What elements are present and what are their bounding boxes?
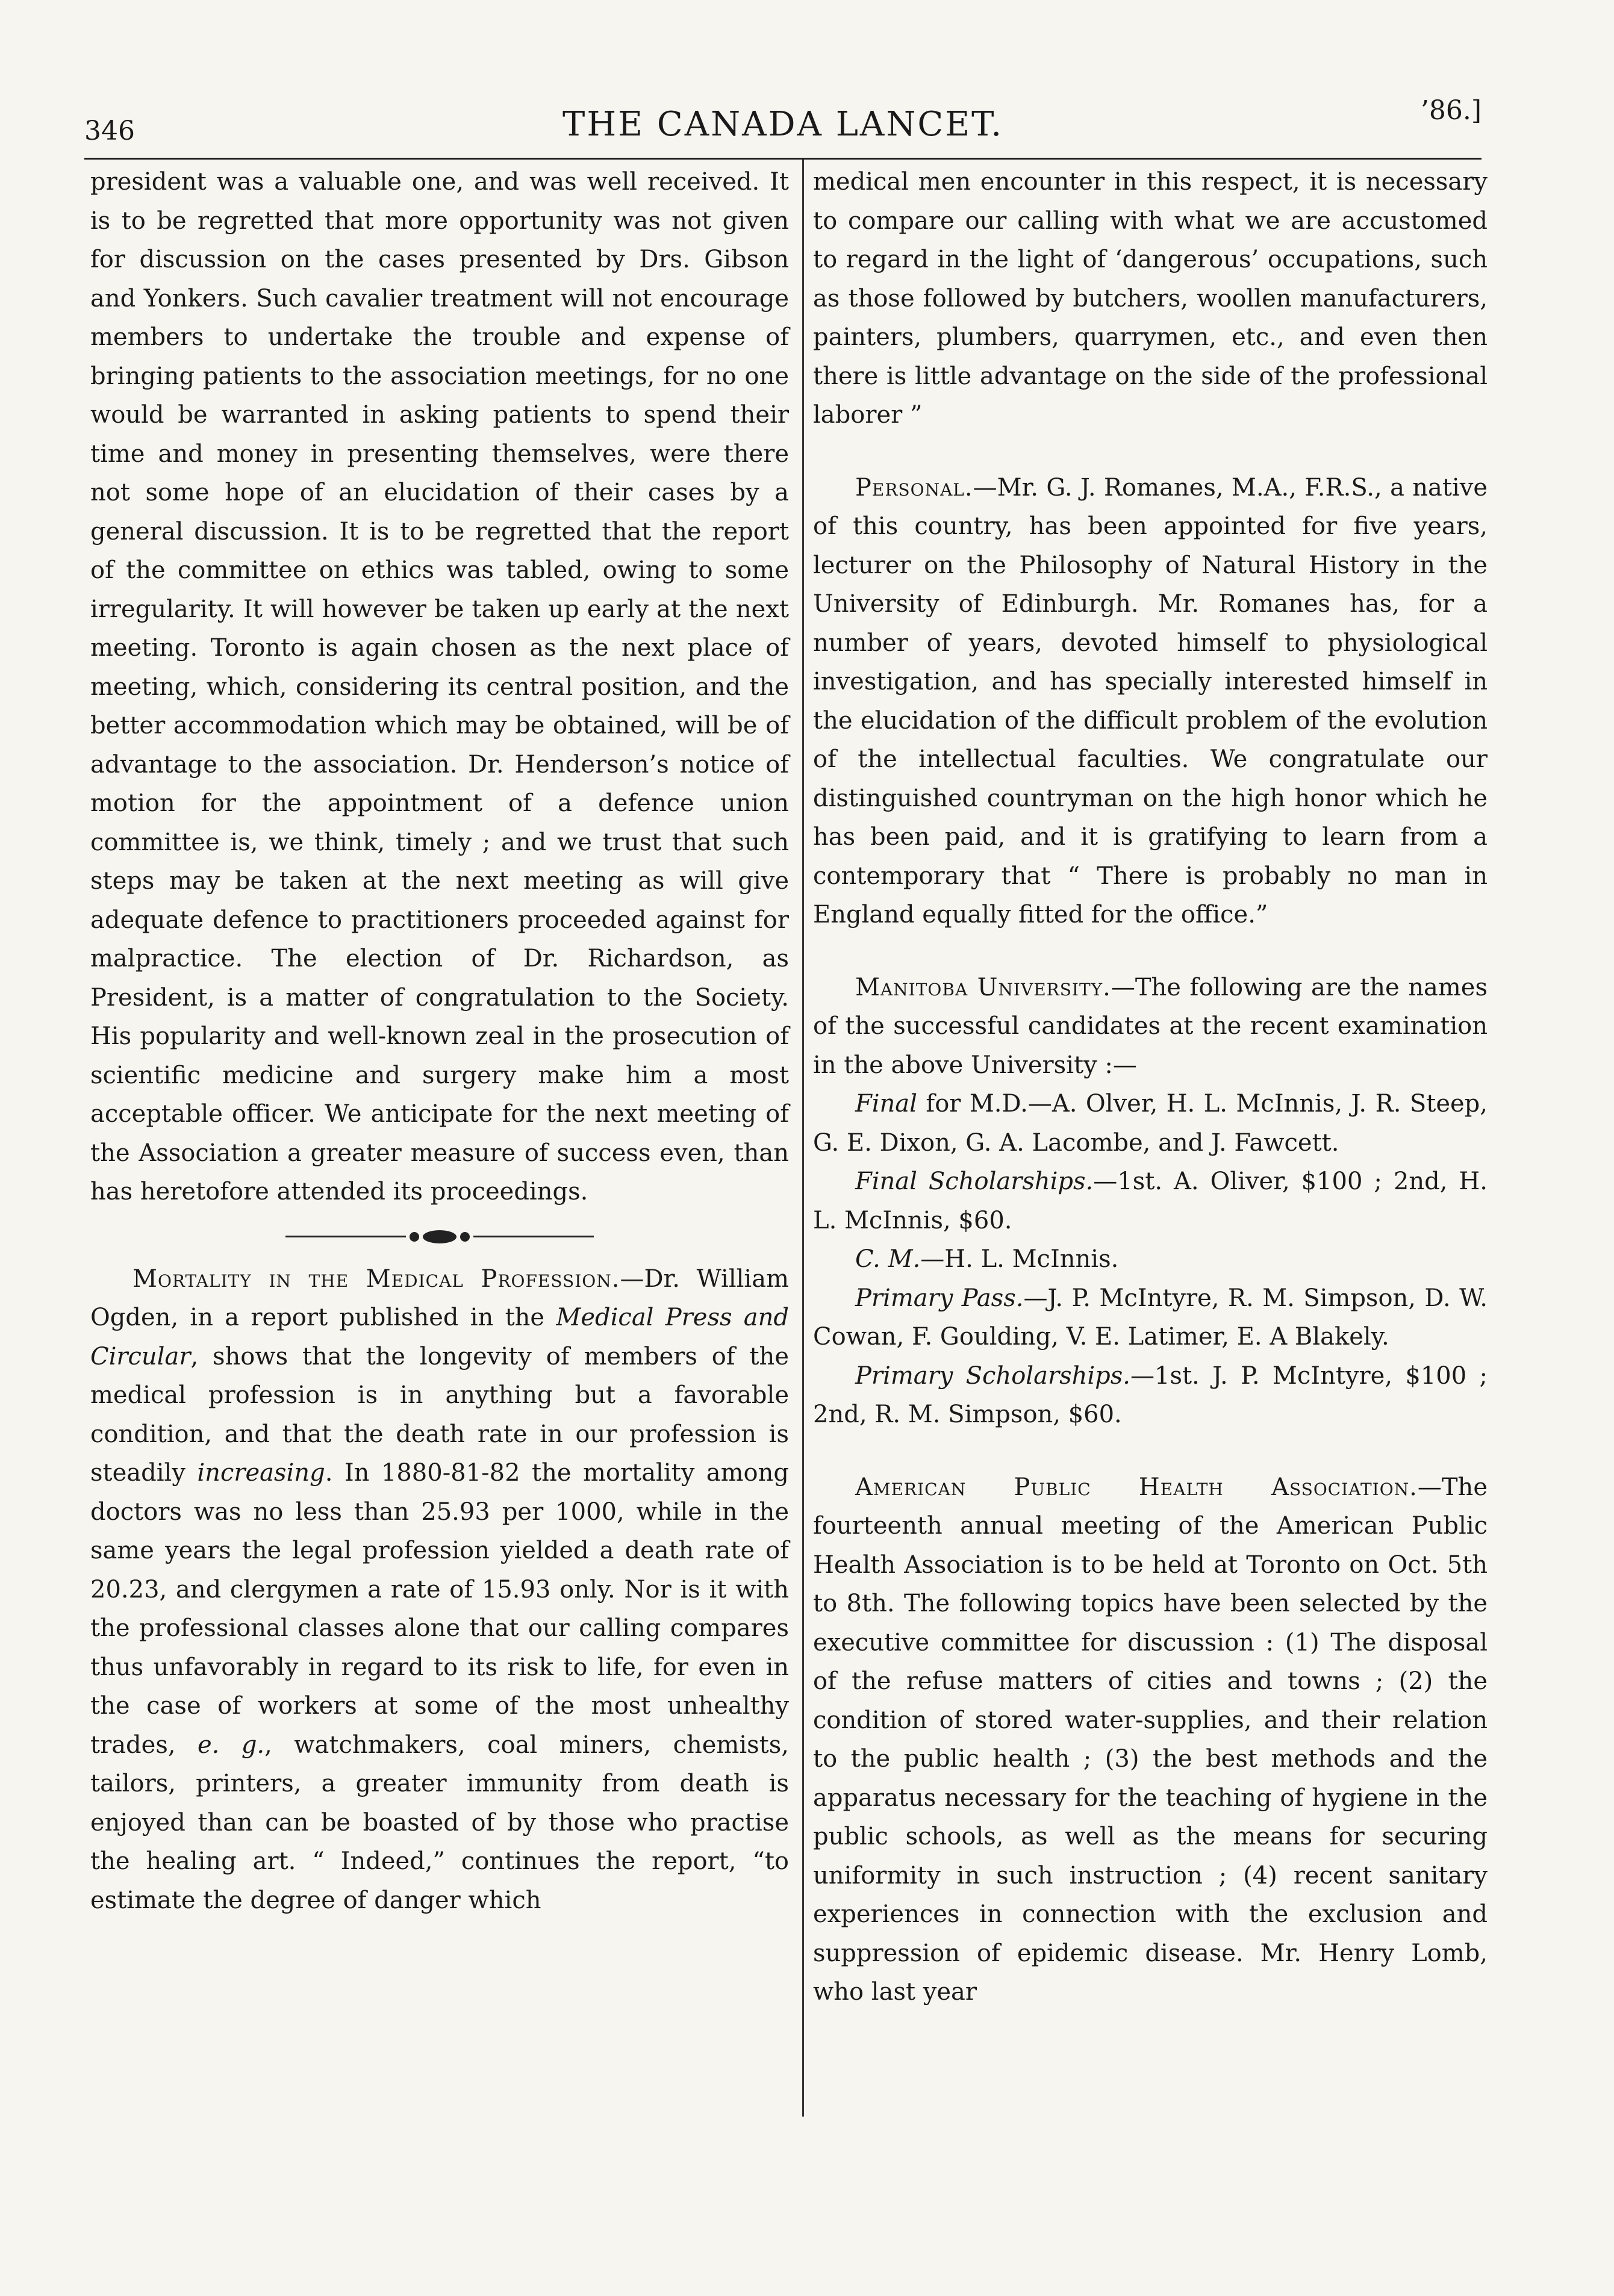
- right-column: [813, 163, 1488, 2012]
- left-column: [90, 163, 789, 1920]
- cm-list: C. M.—H. L. McInnis.: [855, 1245, 1119, 1273]
- aph-heading: American Public Health Association.: [855, 1473, 1418, 1501]
- page-header: [84, 90, 1482, 157]
- mortality-article: Mortality in the Medical Profession.—Dr. William Ogden, in a report published in the Medical Press and Circular, shows that the longevity of members of the medical profession is in anything but a favorable condition, and that the death rate in our profession is steadily increasing. In 1880-81-82 the mortality among doctors was no less than 25.93 per 1000, while in the same years the legal profession yielded a death rate of 20.23, and clergymen a rate of 15.93 only. Nor is it with the professional classes alone that our calling compares thus unfavorably in regard to its risk to life, for even in the case of workers at some of the most unhealthy trades, e. g., watchmakers, coal miners, chemists, tailors, printers, a greater immunity from death is enjoyed than can be boasted of by those who practise the healing art. “ Indeed,” continues the report, “to estimate the degree of danger which: [90, 1265, 790, 1914]
- running-title: THE CANADA LANCET.: [562, 105, 1003, 144]
- header-rule: [84, 158, 1482, 160]
- aph-article: American Public Health Association.—The fourteenth annual meeting of the American Public Health Association is to be held at Toronto on Oct. 5th to 8th. The following topics have been selected by the executive committee for discussion : (1) The disposal of the refuse matters of cities and towns ; (2) the condition of stored water-supplies, and their relation to the public health ; (3) the best methods and the apparatus necessary for the teaching of hygiene in the public schools, as well as the means for securing uniformity in such instruction ; (4) recent sanitary experiences in connection with the exclusion and suppression of epidemic disease. Mr. Henry Lomb, who last year: [813, 1473, 1488, 2006]
- journal-title: Medical Press and Circular: [90, 1304, 789, 1370]
- mortality-heading: Mortality in the Medical Profession.: [132, 1265, 620, 1293]
- column-divider: [802, 160, 804, 2117]
- personal-article: Personal.—Mr. G. J. Romanes, M.A., F.R.S., a native of this country, has been appointed for five years, lecturer on the Philosophy of Natural History in the University of Edinburgh. Mr. Romanes has, for a number of years, devoted himself to physiological investigation, and has specially interested himself in the elucidation of the difficult problem of the evolution of the intellectual faculties. We congratulate our distinguished countryman on the high honor which he has been paid, and it is gratifying to learn from a contemporary that “ There is probably no man in England equally fitted for the office.”: [813, 473, 1488, 929]
- manitoba-heading: Manitoba University.: [855, 973, 1111, 1001]
- final-md-list: Final for M.D.—A. Olver, H. L. McInnis, J. R. Steep, G. E. Dixon, G. A. Lacombe, and J. Fawcett.: [813, 1090, 1488, 1157]
- primary-scholarships: Primary Scholarships.—1st. J. P. McIntyre, $100 ; 2nd, R. M. Simpson, $60.: [813, 1361, 1488, 1428]
- volume-year: ’86.]: [1420, 95, 1482, 126]
- section-ornament: [90, 1219, 789, 1255]
- editorial-paragraph: president was a valuable one, and was well received. It is to be regretted that more opportunity was not given for discussion on the cases presented by Drs. Gibson and Yonkers. Such cavalier treatment will not encourage members to undertake the trouble and expense of bringing patients to the association meetings, for no one would be warranted in asking patients to spend their time and money in presenting themselves, were there not some hope of an elucidation of their cases by a general discussion. It is to be regretted that the report of the committee on ethics was tabled, owing to some irregularity. It will however be taken up early at the next meeting. Toronto is again chosen as the next place of meeting, which, considering its central position, and the better accommodation which may be obtained, will be of advantage to the association. Dr. Henderson’s notice of motion for the appointment of a defence union committee is, we think, timely ; and we trust that such steps may be taken at the next meeting as will give adequate defence to practitioners proceeded against for malpractice. The election of Dr. Richardson, as President, is a matter of congratulation to the Society. His popularity and well-known zeal in the prosecution of scientific medicine and surgery make him a most acceptable officer. We anticipate for the next meeting of the Association a greater measure of success even, than has heretofore attended its proceedings.: [90, 168, 789, 1206]
- manitoba-article: Manitoba University.—The following are the names of the successful candidates at the recent examination in the above University :—: [813, 973, 1488, 1079]
- personal-heading: Personal.: [855, 473, 973, 502]
- page-number: 346: [84, 116, 135, 146]
- continued-quote: medical men encounter in this respect, it is necessary to compare our calling with what we are accustomed to regard in the light of ‘dangerous’ occupations, such as those followed by butchers, woollen manufacturers, painters, plumbers, quarrymen, etc., and even then there is little advantage on the side of the professional laborer ”: [813, 168, 1488, 429]
- final-scholarships: Final Scholarships.—1st. A. Oliver, $100 ; 2nd, H. L. McInnis, $60.: [813, 1168, 1488, 1234]
- primary-pass-list: Primary Pass.—J. P. McIntyre, R. M. Simpson, D. W. Cowan, F. Goulding, V. E. Latimer, E. A Blakely.: [813, 1284, 1488, 1351]
